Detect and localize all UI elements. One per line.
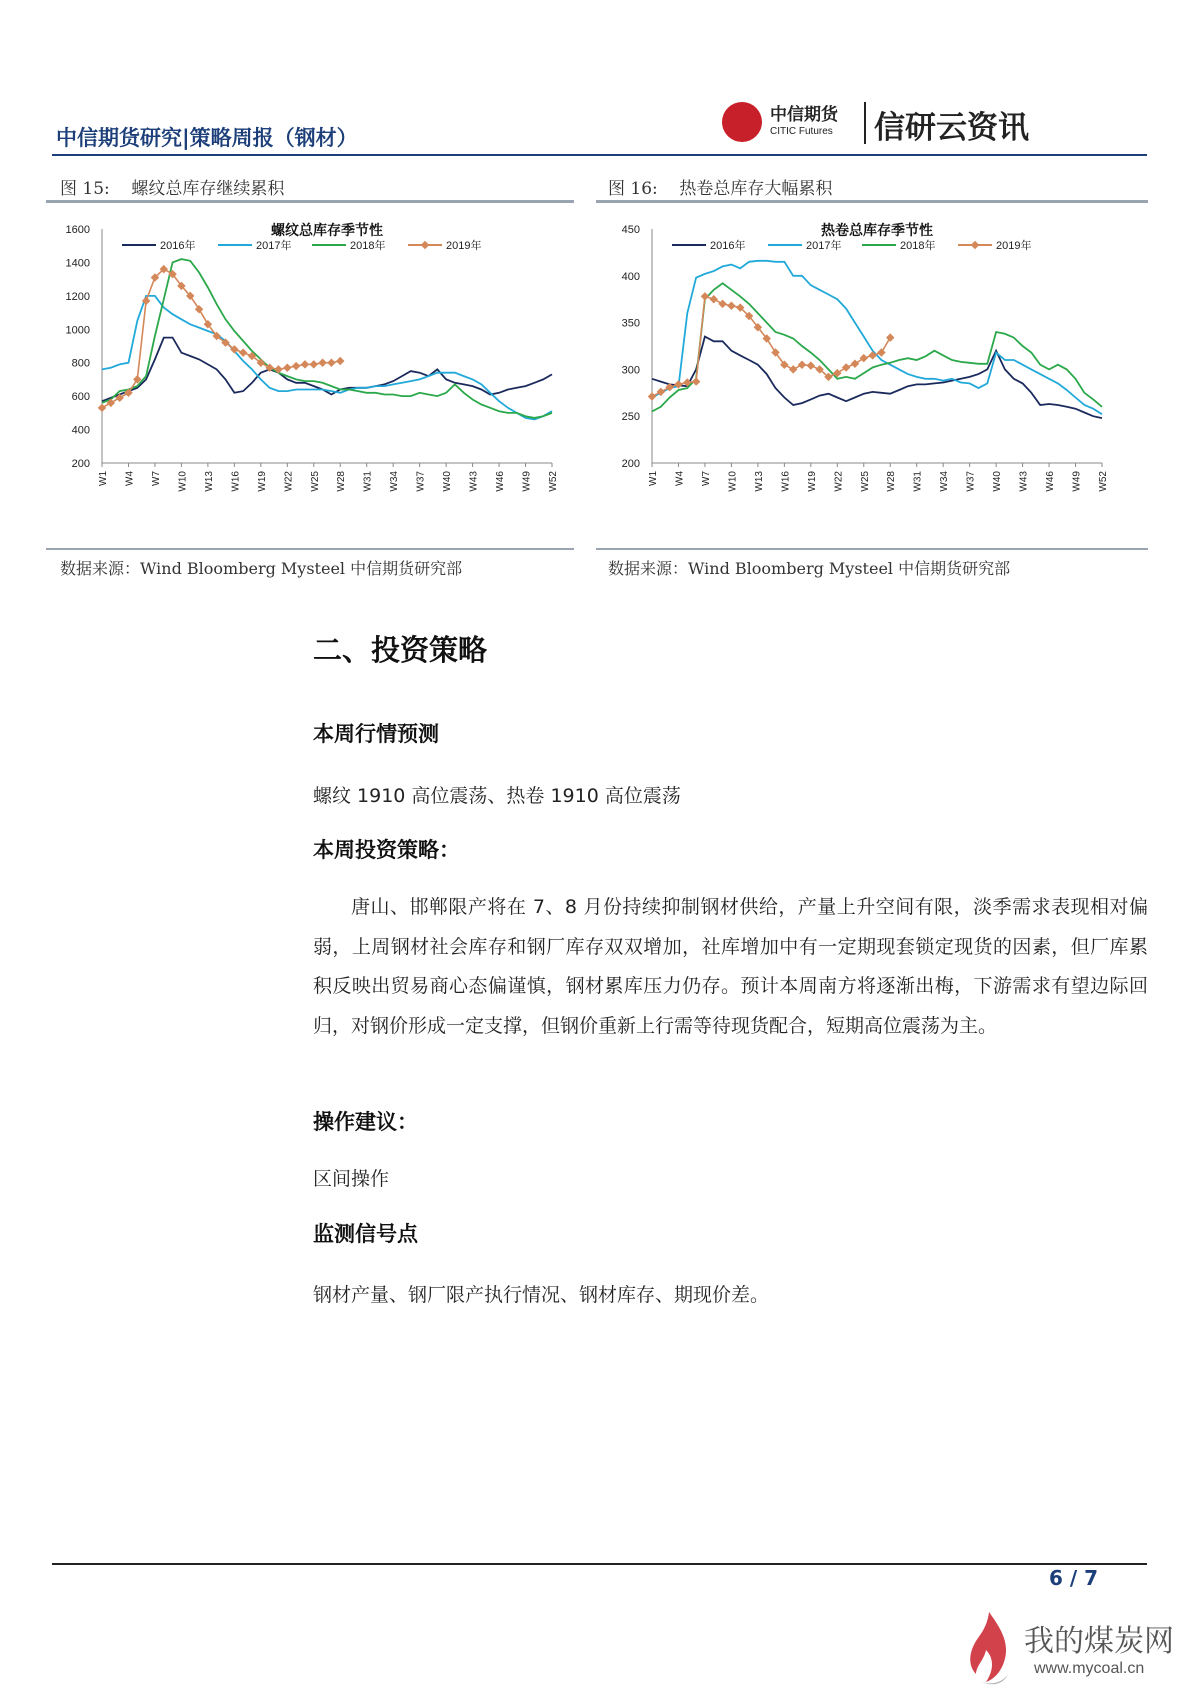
x-tick-label: W13 [203,471,215,492]
signals-text: 钢材产量、钢厂限产执行情况、钢材库存、期现价差。 [313,1284,770,1306]
header-divider [52,154,1147,156]
y-tick-label: 1600 [65,224,90,236]
figure-16-top-rule [596,200,1148,203]
logo-en-text: CITIC Futures [770,126,833,137]
x-tick-label: W22 [283,471,295,492]
x-tick-label: W31 [362,471,374,492]
forecast-text: 螺纹 1910 高位震荡、热卷 1910 高位震荡 [313,785,681,807]
data-point [98,404,106,412]
citic-logo-icon [722,102,762,142]
data-point [692,377,700,385]
figure-15-top-rule [46,200,574,203]
data-point [292,362,300,370]
watermark-url: www.mycoal.cn [1034,1660,1145,1677]
section-title: 二、投资策略 [313,633,488,667]
x-tick-label: W31 [912,471,924,492]
x-tick-label: W13 [753,471,765,492]
legend-label: 2017年 [806,240,842,252]
y-tick-label: 1000 [65,324,90,337]
x-tick-label: W46 [495,471,507,492]
x-tick-label: W43 [468,471,480,492]
series-line-2017年 [652,261,1102,415]
x-tick-label: W4 [124,471,136,486]
figure-15-source: 数据来源：Wind Bloomberg Mysteel 中信期货研究部 [60,559,463,578]
x-tick-label: W28 [886,471,898,492]
y-tick-label: 250 [621,411,640,424]
x-tick-label: W40 [442,471,454,492]
page-number: 6 / 7 [1049,1566,1099,1590]
watermark-cn: 我的煤炭网 [1024,1624,1174,1659]
y-tick-label: 350 [621,317,640,330]
x-tick-label: W49 [521,471,533,492]
advice-heading: 操作建议： [313,1110,418,1134]
data-point [310,360,318,368]
hot-coil-inventory-chart [596,215,1148,540]
signals-heading: 监测信号点 [313,1222,418,1246]
legend-label: 2018年 [350,240,386,252]
data-point [868,351,876,359]
x-tick-label: W25 [309,471,321,492]
x-tick-label: W49 [1071,471,1083,492]
data-point [301,360,309,368]
x-tick-label: W7 [150,471,162,486]
y-tick-label: 450 [621,224,640,236]
x-tick-label: W52 [548,471,559,492]
logo-separator [864,102,866,144]
data-point [648,392,656,400]
data-point [877,348,885,356]
data-point [239,348,247,356]
data-point [283,363,291,371]
y-tick-label: 200 [71,458,90,470]
series-line-2016年 [102,338,552,402]
data-point [336,357,344,365]
y-tick-label: 400 [621,270,640,283]
x-tick-label: W43 [1018,471,1030,492]
data-point [798,360,806,368]
y-tick-label: 300 [621,364,640,377]
x-tick-label: W4 [674,471,686,486]
x-tick-label: W7 [700,471,712,486]
rebar-inventory-chart [46,215,574,540]
x-tick-label: W16 [230,471,242,492]
x-tick-label: W25 [859,471,871,492]
report-header-title: 中信期货研究|策略周报（钢材） [56,126,358,150]
data-point [886,333,894,341]
legend-label: 2019年 [446,240,482,252]
data-point [718,300,726,308]
y-tick-label: 1400 [65,257,90,270]
mycoal-watermark [964,1610,1194,1690]
figure-16-bottom-rule [596,548,1148,550]
x-tick-label: W46 [1045,471,1057,492]
y-tick-label: 1200 [65,290,90,303]
flame-icon [964,1610,1014,1688]
figure-16-source: 数据来源：Wind Bloomberg Mysteel 中信期货研究部 [608,559,1011,578]
logo-cn-text: 中信期货 [770,105,838,125]
legend-label: 2017年 [256,240,292,252]
footer-divider [52,1563,1147,1565]
chart-title: 螺纹总库存季节性 [271,222,383,238]
x-tick-label: W37 [965,471,977,492]
x-tick-label: W22 [833,471,845,492]
legend-label: 2016年 [160,240,196,252]
x-tick-label: W1 [648,471,659,486]
data-point [842,363,850,371]
data-point [318,358,326,366]
data-point [710,295,718,303]
legend-label: 2018年 [900,240,936,252]
data-point [851,360,859,368]
chart-title: 热卷总库存季节性 [821,222,933,238]
data-point [195,305,203,313]
figure-16-caption: 图 16: 热卷总库存大幅累积 [608,179,833,199]
data-point [860,354,868,362]
citic-logo [722,100,1062,150]
forecast-heading: 本周行情预测 [313,722,439,746]
x-tick-label: W37 [415,471,427,492]
x-tick-label: W28 [336,471,348,492]
y-tick-label: 400 [71,424,90,437]
y-tick-label: 800 [71,357,90,370]
brand-name: 信研云资讯 [874,110,1029,146]
series-line-2017年 [102,296,552,420]
y-tick-label: 600 [71,391,90,404]
x-tick-label: W19 [256,471,268,492]
legend-label: 2019年 [996,240,1032,252]
figure-15-bottom-rule [46,548,574,550]
x-tick-label: W40 [992,471,1004,492]
x-tick-label: W16 [780,471,792,492]
legend-marker [421,241,429,249]
strategy-paragraph: 唐山、邯郸限产将在 7、8 月份持续抑制钢材供给，产量上升空间有限，淡季需求表现相对偏弱，上周钢材社会库存和钢厂库存双双增加，社库增加中有一定期现套锁定现货的因素，但厂库累积反映出贸易商心态偏谨慎，钢材累库压力仍存。预计本周南方将逐渐出梅，下游需求有望边际回归，对钢价形成一定支撑，但钢价重新上行需等待现货配合，短期高位震荡为主。 [313,896,1148,1037]
series-line-2016年 [652,337,1102,419]
data-point [789,365,797,373]
strategy-heading: 本周投资策略： [313,838,460,862]
x-tick-label: W10 [177,471,189,492]
advice-text: 区间操作 [313,1168,390,1190]
data-point [327,358,335,366]
data-point [701,292,709,300]
figure-15-caption: 图 15: 螺纹总库存继续累积 [60,179,285,199]
x-tick-label: W10 [727,471,739,492]
x-tick-label: W19 [806,471,818,492]
data-point [727,302,735,310]
data-point [807,361,815,369]
legend-marker [971,241,979,249]
x-tick-label: W34 [939,471,951,492]
x-tick-label: W1 [98,471,109,486]
legend-label: 2016年 [710,240,746,252]
x-tick-label: W52 [1098,471,1109,492]
x-tick-label: W34 [389,471,401,492]
y-tick-label: 200 [621,458,640,470]
